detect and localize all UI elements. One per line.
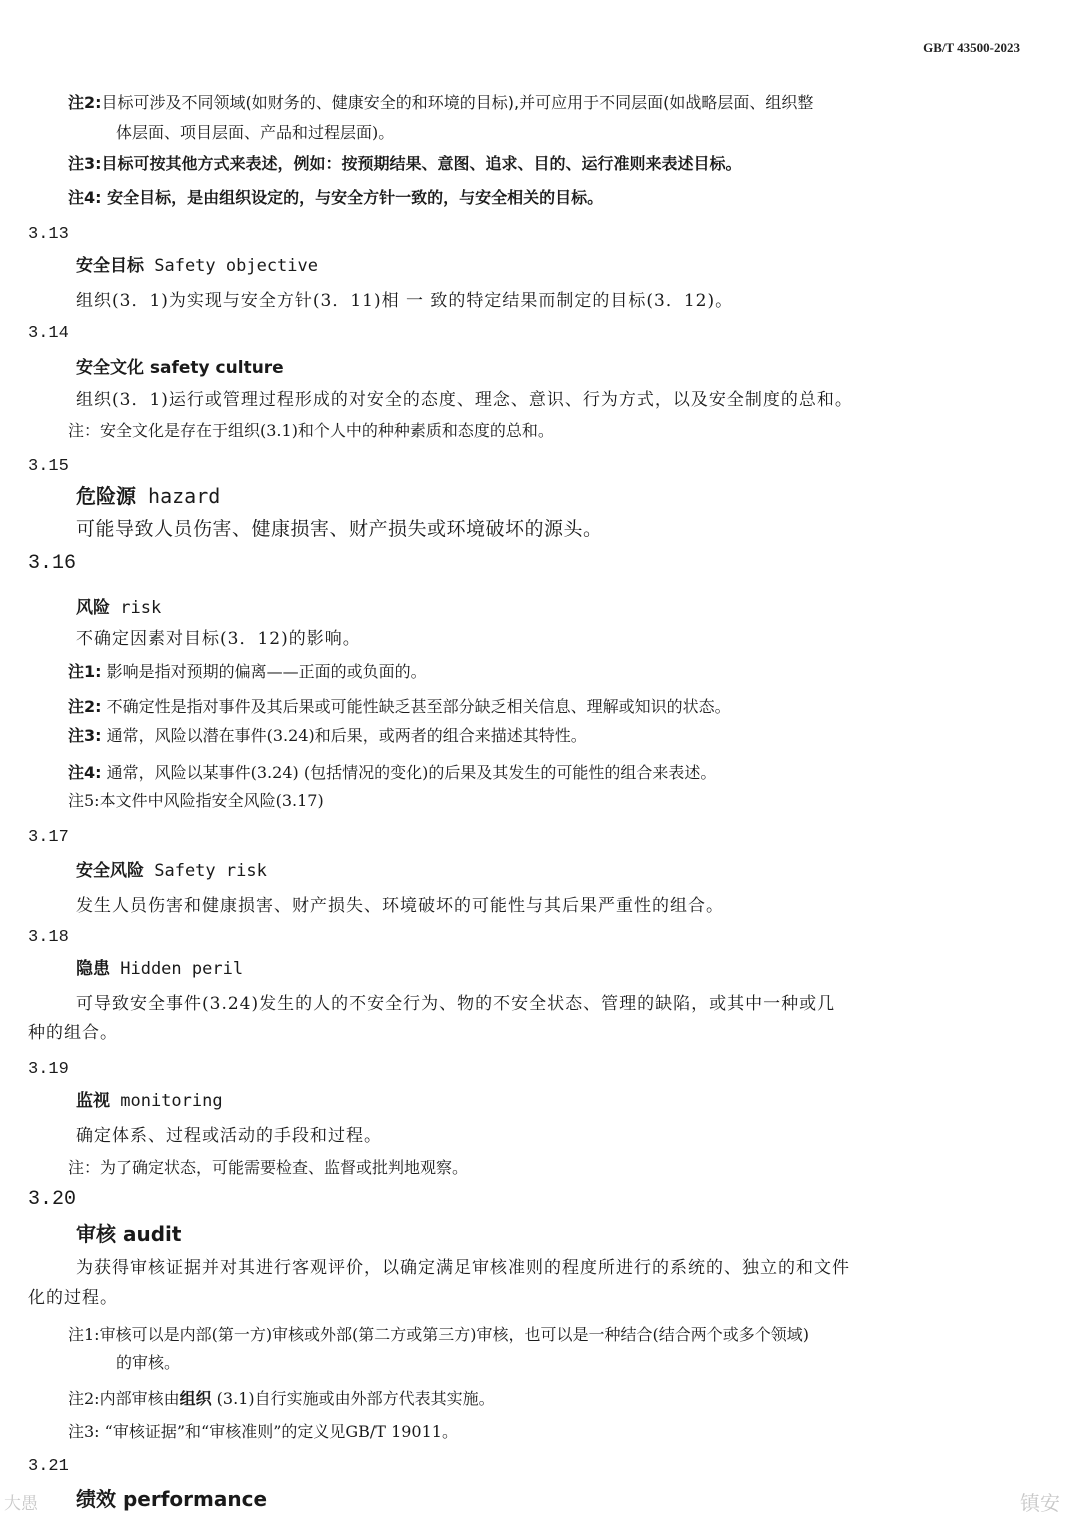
clause-number: 3.19 — [28, 1060, 69, 1079]
clause-number: 3.13 — [28, 225, 69, 244]
note-label: 注2: — [68, 93, 102, 112]
term-title: 监视 monitoring — [76, 1091, 223, 1111]
term-definition-continued: 种的组合。 — [28, 1023, 118, 1043]
term-definition: 组织(3．1)为实现与安全方针(3．11)相 一 致的特定结果而制定的目标(3．12)。 — [76, 291, 734, 311]
term-title: 审核 audit — [76, 1222, 182, 1246]
term-title: 安全目标 Safety objective — [76, 256, 318, 276]
watermark-right: 镇安 — [1020, 1491, 1060, 1515]
term-definition: 确定体系、过程或活动的手段和过程。 — [76, 1126, 382, 1146]
term-note: 注2: 不确定性是指对事件及其后果或可能性缺乏甚至部分缺乏相关信息、理解或知识的状态。 — [68, 697, 731, 716]
clause-number: 3.21 — [28, 1457, 69, 1476]
term-title: 隐患 Hidden peril — [76, 959, 244, 979]
note-3: 注3:目标可按其他方式来表述，例如：按预期结果、意图、追求、目的、运行准则来表述目标。 — [68, 154, 742, 173]
clause-number: 3.16 — [28, 552, 77, 575]
note-2: 注2:目标可涉及不同领域(如财务的、健康安全的和环境的目标),并可应用于不同层面(如战略层面、组织整 — [68, 93, 814, 112]
term-definition: 可导致安全事件(3.24)发生的人的不安全行为、物的不安全状态、管理的缺陷，或其中一种或几 — [76, 994, 836, 1014]
watermark-left: 大愚 — [4, 1494, 38, 1514]
term-title: 绩效 performance — [76, 1487, 268, 1511]
note-4: 注4: 安全目标，是由组织设定的，与安全方针一致的，与安全相关的目标。 — [68, 188, 604, 207]
term-note: 注3: 通常，风险以潜在事件(3.24)和后果，或两者的组合来描述其特性。 — [68, 726, 587, 745]
clause-number: 3.18 — [28, 928, 69, 947]
term-title: 安全文化 safety culture — [76, 358, 284, 378]
standard-number: GB/T 43500-2023 — [923, 40, 1020, 55]
term-title: 危险源 hazard — [76, 484, 221, 508]
term-title: 安全风险 Safety risk — [76, 861, 267, 881]
term-definition: 组织(3．1)运行或管理过程形成的对安全的态度、理念、意识、行为方式，以及安全制度的总和。 — [76, 390, 853, 410]
term-definition-continued: 化的过程。 — [28, 1288, 118, 1308]
term-definition: 不确定因素对目标(3．12)的影响。 — [76, 629, 361, 649]
term-definition: 发生人员伤害和健康损害、财产损失、环境破坏的可能性与其后果严重性的组合。 — [76, 896, 724, 916]
term-note-continued: 的审核。 — [116, 1353, 181, 1372]
term-note: 注5:本文件中风险指安全风险(3.17) — [68, 791, 324, 810]
clause-number: 3.20 — [28, 1188, 77, 1211]
term-note: 注4: 通常，风险以某事件(3.24) (包括情况的变化)的后果及其发生的可能性的组合来表述。 — [68, 763, 717, 782]
term-definition: 为获得审核证据并对其进行客观评价，以确定满足审核准则的程度所进行的系统的、独立的和文件 — [76, 1258, 850, 1278]
note-2-continued: 体层面、项目层面、产品和过程层面)。 — [116, 123, 395, 142]
term-note: 注2:内部审核由组织 (3.1)自行实施或由外部方代表其实施。 — [68, 1389, 495, 1408]
term-definition: 可能导致人员伤害、健康损害、财产损失或环境破坏的源头。 — [76, 518, 603, 540]
clause-number: 3.15 — [28, 457, 69, 476]
term-note: 注：安全文化是存在于组织(3.1)和个人中的种种素质和态度的总和。 — [68, 421, 554, 440]
term-note: 注1:审核可以是内部(第一方)审核或外部(第二方或第三方)审核，也可以是一种结合(结合两个或多个领域) — [68, 1325, 810, 1344]
term-note: 注1: 影响是指对预期的偏离——正面的或负面的。 — [68, 662, 427, 681]
term-note: 注：为了确定状态，可能需要检查、监督或批判地观察。 — [68, 1158, 469, 1177]
clause-number: 3.17 — [28, 828, 69, 847]
term-note: 注3: “审核证据”和“审核准则”的定义见GB/T 19011。 — [68, 1422, 458, 1441]
term-title: 风险 risk — [76, 598, 162, 618]
clause-number: 3.14 — [28, 324, 69, 343]
